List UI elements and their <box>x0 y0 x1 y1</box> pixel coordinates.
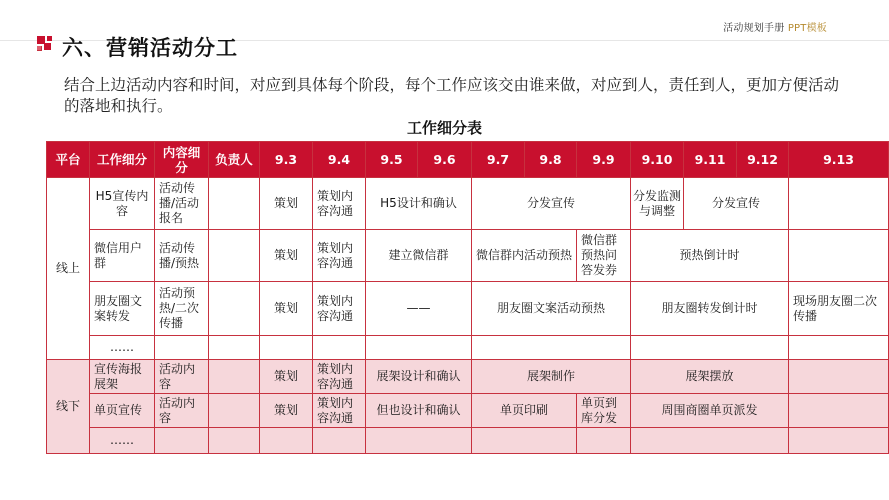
empty-cell <box>789 394 889 428</box>
task-cell: 预热倒计时 <box>631 230 789 282</box>
task-cell: 单页印刷 <box>472 394 577 428</box>
task-cell: 展架摆放 <box>631 360 789 394</box>
task-cell: 策划内容沟通 <box>313 360 366 394</box>
work-cell: …… <box>90 336 155 360</box>
content-cell: 活动传播/活动报名 <box>155 178 209 230</box>
empty-cell <box>209 336 260 360</box>
empty-cell <box>577 428 631 454</box>
owner-cell <box>209 394 260 428</box>
work-cell: 单页宣传 <box>90 394 155 428</box>
empty-cell <box>209 428 260 454</box>
empty-cell <box>789 178 889 230</box>
task-cell: 策划内容沟通 <box>313 230 366 282</box>
content-cell: 活动内容 <box>155 360 209 394</box>
work-cell: 宣传海报展架 <box>90 360 155 394</box>
task-cell: 策划 <box>260 178 313 230</box>
task-cell: H5设计和确认 <box>366 178 472 230</box>
owner-cell <box>209 230 260 282</box>
task-cell: 策划 <box>260 360 313 394</box>
work-cell: 微信用户群 <box>90 230 155 282</box>
task-cell: 但也设计和确认 <box>366 394 472 428</box>
task-cell: 策划 <box>260 230 313 282</box>
task-cell: 建立微信群 <box>366 230 472 282</box>
empty-cell <box>260 428 313 454</box>
task-cell: 策划 <box>260 282 313 336</box>
work-table <box>46 141 889 454</box>
platform-online: 线上 <box>47 178 90 360</box>
empty-cell <box>789 336 889 360</box>
content-cell: 活动内容 <box>155 394 209 428</box>
work-cell: H5宣传内容 <box>90 178 155 230</box>
header-date: 9.8 <box>525 142 577 178</box>
empty-cell <box>366 336 472 360</box>
task-cell: 朋友圈文案活动预热 <box>472 282 631 336</box>
task-cell: 策划 <box>260 394 313 428</box>
empty-cell <box>155 336 209 360</box>
header-label-text: 活动规划手册 <box>723 23 788 34</box>
header-label <box>723 19 827 34</box>
header-label-ppt: PPT模板 <box>787 23 827 34</box>
task-cell: 微信群预热问答发券 <box>577 230 631 282</box>
header-platform: 平台 <box>47 142 90 178</box>
logo-icon <box>37 36 55 54</box>
task-cell: 微信群内活动预热 <box>472 230 577 282</box>
task-cell: 展架设计和确认 <box>366 360 472 394</box>
header-date: 9.6 <box>418 142 472 178</box>
platform-offline: 线下 <box>47 360 90 454</box>
empty-cell <box>789 230 889 282</box>
task-cell: 单页到库分发 <box>577 394 631 428</box>
content-cell: 活动传播/预热 <box>155 230 209 282</box>
table-title: 工作细分表 <box>406 119 482 137</box>
empty-cell <box>366 428 472 454</box>
task-cell: 周围商圈单页派发 <box>631 394 789 428</box>
task-cell: 分发监测与调整 <box>631 178 684 230</box>
task-cell: 分发宣传 <box>684 178 789 230</box>
header-date: 9.10 <box>631 142 684 178</box>
header-work: 工作细分 <box>90 142 155 178</box>
header-date: 9.13 <box>789 142 889 178</box>
page-title: 六、营销活动分工 <box>62 36 238 60</box>
task-cell: 策划内容沟通 <box>313 178 366 230</box>
empty-cell <box>631 336 789 360</box>
header-content: 内容细分 <box>155 142 209 178</box>
empty-cell <box>313 428 366 454</box>
content-cell: 活动预热/二次传播 <box>155 282 209 336</box>
task-cell: 策划内容沟通 <box>313 282 366 336</box>
task-cell: 分发宣传 <box>472 178 631 230</box>
owner-cell <box>209 360 260 394</box>
empty-cell <box>313 336 366 360</box>
header-date: 9.12 <box>737 142 789 178</box>
intro-text: 结合上边活动内容和时间，对应到具体每个阶段，每个工作应该交由谁来做，对应到人，责任到人，更加方便活动的落地和执行。 <box>64 76 840 115</box>
header-date: 9.5 <box>366 142 418 178</box>
empty-cell <box>472 428 577 454</box>
work-cell: 朋友圈文案转发 <box>90 282 155 336</box>
empty-cell <box>260 336 313 360</box>
task-cell: 朋友圈转发倒计时 <box>631 282 789 336</box>
empty-cell <box>631 428 789 454</box>
header-date: 9.11 <box>684 142 737 178</box>
task-cell: 策划内容沟通 <box>313 394 366 428</box>
header-date: 9.7 <box>472 142 525 178</box>
empty-cell <box>789 428 889 454</box>
work-cell: …… <box>90 428 155 454</box>
header-date: 9.9 <box>577 142 631 178</box>
task-cell: 现场朋友圈二次传播 <box>789 282 889 336</box>
header-date: 9.4 <box>313 142 366 178</box>
task-cell: 展架制作 <box>472 360 631 394</box>
empty-cell <box>472 336 631 360</box>
empty-cell <box>155 428 209 454</box>
header-date: 9.3 <box>260 142 313 178</box>
header-owner: 负责人 <box>209 142 260 178</box>
owner-cell <box>209 282 260 336</box>
owner-cell <box>209 178 260 230</box>
task-cell: —— <box>366 282 472 336</box>
empty-cell <box>789 360 889 394</box>
